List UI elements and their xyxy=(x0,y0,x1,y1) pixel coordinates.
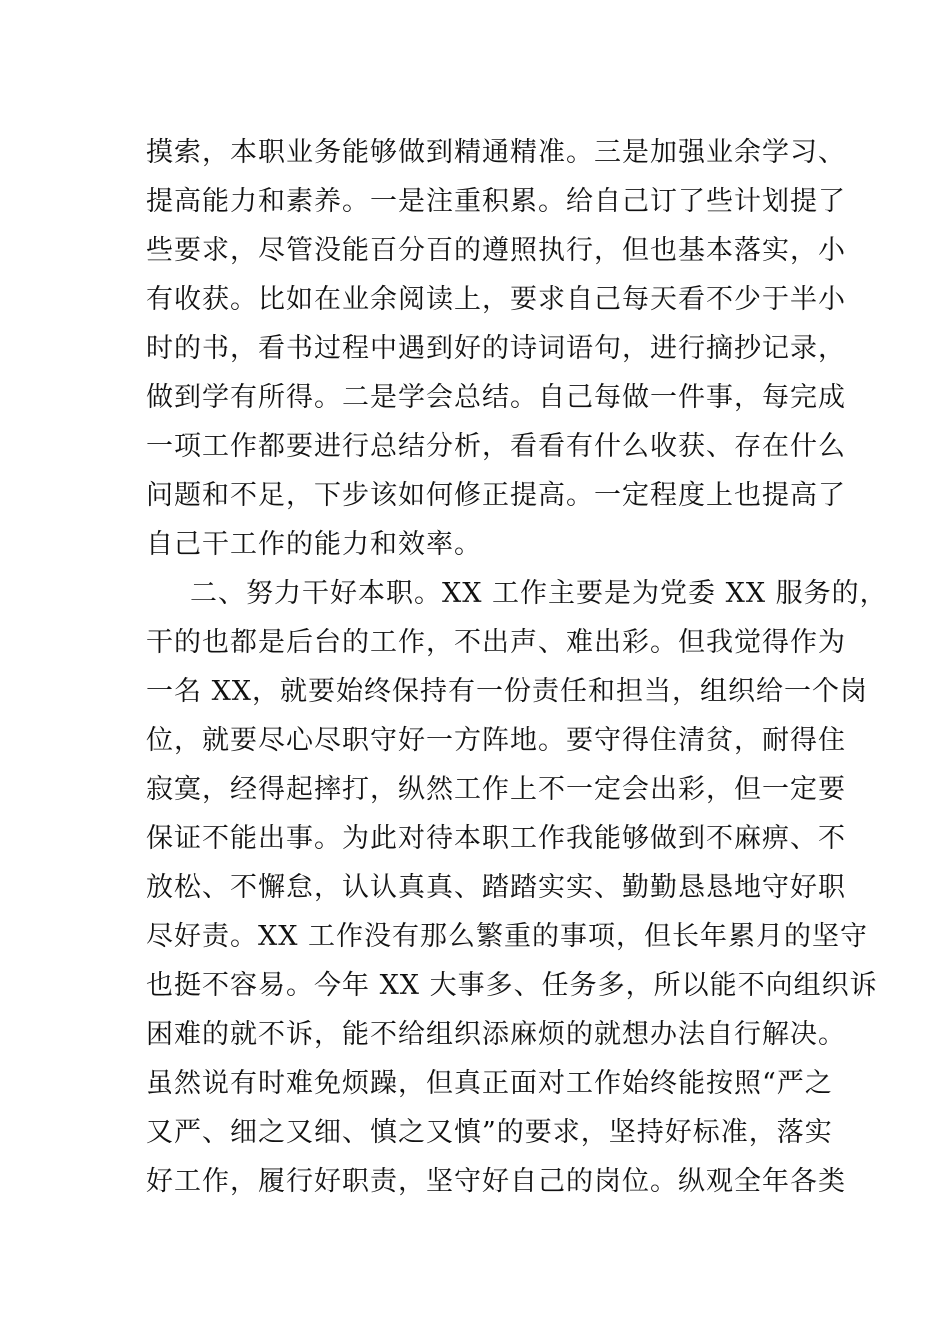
text-line: 也挺不容易。今年 XX 大事多、任务多，所以能不向组织诉 xyxy=(146,970,878,1001)
text-line: 一名 XX，就要始终保持有一份责任和担当，组织给一个岗 xyxy=(146,676,869,707)
text-line: 做到学有所得。二是学会总结。自己每做一件事，每完成 xyxy=(146,382,846,413)
text-line: 一项工作都要进行总结分析，看看有什么收获、存在什么 xyxy=(146,431,846,462)
text-line: 提高能力和素养。一是注重积累。给自己订了些计划提了 xyxy=(146,186,846,217)
text-line: 尽好责。XX 工作没有那么繁重的事项，但长年累月的坚守 xyxy=(146,921,869,952)
text-line: 位，就要尽心尽职守好一方阵地。要守得住清贫，耐得住 xyxy=(146,725,846,756)
text-line: 困难的就不诉，能不给组织添麻烦的就想办法自行解决。 xyxy=(146,1019,846,1050)
text-line: 放松、不懈怠，认认真真、踏踏实实、勤勤恳恳地守好职 xyxy=(146,872,846,903)
text-line: 摸索，本职业务能够做到精通精准。三是加强业余学习、 xyxy=(146,137,846,168)
text-line: 问题和不足，下步该如何修正提高。一定程度上也提高了 xyxy=(146,480,846,511)
text-line: 好工作，履行好职责，坚守好自己的岗位。纵观全年各类 xyxy=(146,1166,846,1197)
paragraph-start-line: 二、努力干好本职。XX 工作主要是为党委 XX 服务的， xyxy=(190,578,888,609)
text-line: 虽然说有时难免烦躁，但真正面对工作始终能按照“严之 xyxy=(146,1068,833,1099)
document-body xyxy=(146,128,888,1206)
text-line: 有收获。比如在业余阅读上，要求自己每天看不少于半小 xyxy=(146,284,846,315)
text-line: 自己干工作的能力和效率。 xyxy=(146,529,482,560)
text-line: 干的也都是后台的工作，不出声、难出彩。但我觉得作为 xyxy=(146,627,846,658)
text-line: 又严、细之又细、慎之又慎”的要求，坚持好标准，落实 xyxy=(146,1117,833,1148)
text-line: 寂寞，经得起摔打，纵然工作上不一定会出彩，但一定要 xyxy=(146,774,846,805)
text-line: 些要求，尽管没能百分百的遵照执行，但也基本落实，小 xyxy=(146,235,846,266)
text-line: 保证不能出事。为此对待本职工作我能够做到不麻痹、不 xyxy=(146,823,846,854)
text-line: 时的书，看书过程中遇到好的诗词语句，进行摘抄记录， xyxy=(146,333,846,364)
